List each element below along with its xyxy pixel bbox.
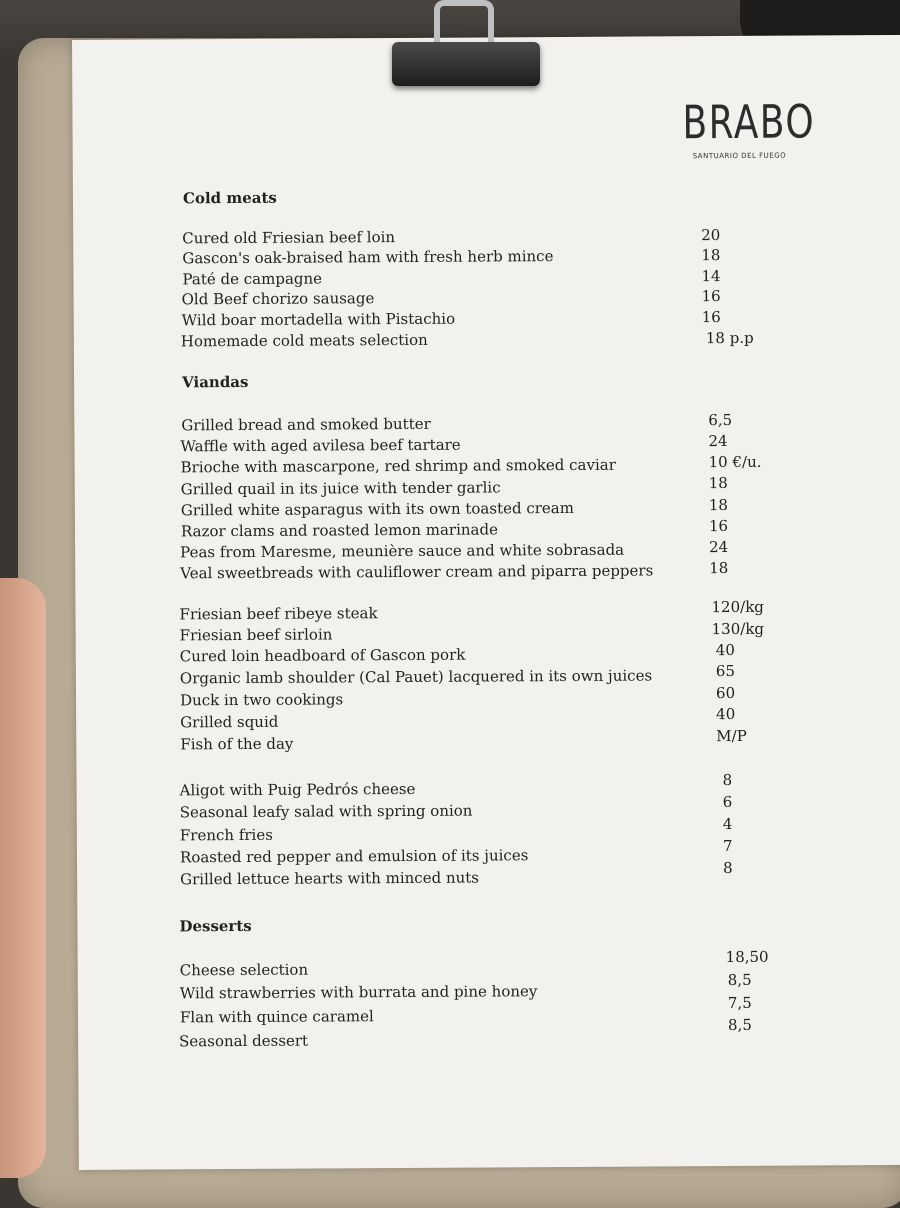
menu-item-price: 60 bbox=[715, 683, 736, 703]
menu-item-name: Veal sweetbreads with cauliflower cream and piparra peppers bbox=[180, 561, 654, 583]
menu-item-name: Grilled quail in its juice with tender garlic bbox=[180, 478, 501, 499]
section-title-viandas: Viandas bbox=[182, 372, 249, 392]
hand-thumb bbox=[0, 578, 46, 1178]
menu-item-name: Grilled white asparagus with its own toasted cream bbox=[180, 498, 574, 520]
menu-item-name: Cheese selection bbox=[179, 960, 309, 980]
menu-item-price: 16 bbox=[708, 517, 729, 536]
menu-item-name: Cured loin headboard of Gascon pork bbox=[179, 645, 466, 666]
menu-item-price: 7,5 bbox=[727, 993, 752, 1013]
menu-item-name: Friesian beef sirloin bbox=[179, 625, 333, 645]
menu-item-price: 18 bbox=[709, 559, 729, 578]
menu-item-name: Aligot with Puig Pedrós cheese bbox=[179, 779, 416, 800]
menu-item-price: 20 bbox=[701, 226, 721, 245]
brabo-logo bbox=[682, 94, 816, 161]
menu-item-price: 18 bbox=[701, 246, 721, 265]
menu-item-name: Brioche with mascarpone, red shrimp and smoked caviar bbox=[180, 455, 616, 477]
menu-item-name: Peas from Maresme, meunière sauce and white sobrasada bbox=[180, 540, 625, 562]
menu-item-price: 18,50 bbox=[725, 947, 769, 967]
menu-item-price: M/P bbox=[716, 726, 747, 746]
menu-item-price: 14 bbox=[701, 267, 721, 286]
binder-clip bbox=[392, 42, 540, 86]
menu-item-price: 18 bbox=[708, 474, 728, 493]
menu-item-price: 65 bbox=[715, 661, 736, 681]
menu-item-price: 18 p.p bbox=[705, 328, 754, 348]
menu-item-name: Waffle with aged avilesa beef tartare bbox=[180, 435, 461, 456]
logo-wordmark: BRABO bbox=[682, 94, 816, 150]
menu-item-name: Old Beef chorizo sausage bbox=[181, 289, 375, 309]
menu-item-price: 8 bbox=[722, 770, 733, 790]
menu-item-name: Wild strawberries with burrata and pine honey bbox=[179, 982, 538, 1003]
menu-item-price: 24 bbox=[708, 432, 728, 451]
menu-item-name: Paté de campagne bbox=[182, 269, 323, 289]
menu-item-name: Friesian beef ribeye steak bbox=[179, 604, 378, 624]
menu-item-price: 130/kg bbox=[711, 619, 765, 639]
menu-item-price: 120/kg bbox=[711, 597, 764, 617]
menu-item-name: Organic lamb shoulder (Cal Pauet) lacquered in its own juices bbox=[179, 666, 653, 688]
menu-item-name: Razor clams and roasted lemon marinade bbox=[180, 520, 499, 541]
menu-item-name: Gascon's oak-braised ham with fresh herb mince bbox=[182, 247, 554, 268]
logo-tagline: SANTUARIO DEL FUEGO bbox=[692, 151, 787, 161]
menu-item-price: 4 bbox=[722, 814, 733, 834]
menu-paper bbox=[72, 35, 900, 1170]
menu-item-price: 40 bbox=[715, 640, 735, 660]
menu-item-price: 8,5 bbox=[727, 970, 752, 990]
menu-item-price: 16 bbox=[701, 308, 721, 327]
menu-item-name: Homemade cold meats selection bbox=[180, 330, 428, 351]
menu-item-name: Grilled bread and smoked butter bbox=[181, 414, 431, 435]
menu-item-name: Roasted red pepper and emulsion of its juices bbox=[179, 846, 529, 867]
menu-item-price: 24 bbox=[709, 538, 729, 557]
section-title-cold-meats: Cold meats bbox=[182, 188, 277, 208]
menu-item-name: Wild boar mortadella with Pistachio bbox=[181, 309, 456, 330]
menu-item-price: 6 bbox=[722, 792, 733, 812]
menu-item-price: 18 bbox=[708, 496, 729, 515]
menu-item-price: 8,5 bbox=[727, 1015, 752, 1035]
menu-item-price: 7 bbox=[722, 836, 733, 856]
menu-item-name: Duck in two cookings bbox=[179, 690, 344, 710]
menu-item-price: 8 bbox=[723, 858, 733, 878]
section-title-desserts: Desserts bbox=[179, 916, 252, 936]
menu-item-name: Flan with quince caramel bbox=[179, 1007, 374, 1027]
menu-item-name: French fries bbox=[179, 825, 273, 845]
menu-item-name: Grilled lettuce hearts with minced nuts bbox=[180, 868, 480, 889]
menu-item-name: Fish of the day bbox=[180, 734, 294, 754]
menu-item-price: 6,5 bbox=[708, 410, 733, 430]
menu-item-name: Cured old Friesian beef loin bbox=[182, 228, 396, 248]
menu-item-name: Seasonal dessert bbox=[179, 1031, 309, 1051]
menu-item-name: Seasonal leafy salad with spring onion bbox=[179, 801, 473, 822]
clip-ring bbox=[434, 0, 494, 46]
menu-item-name: Grilled squid bbox=[180, 712, 279, 732]
menu-item-price: 10 €/u. bbox=[708, 452, 762, 472]
menu-item-price: 40 bbox=[716, 704, 736, 724]
menu-item-price: 16 bbox=[701, 287, 721, 306]
